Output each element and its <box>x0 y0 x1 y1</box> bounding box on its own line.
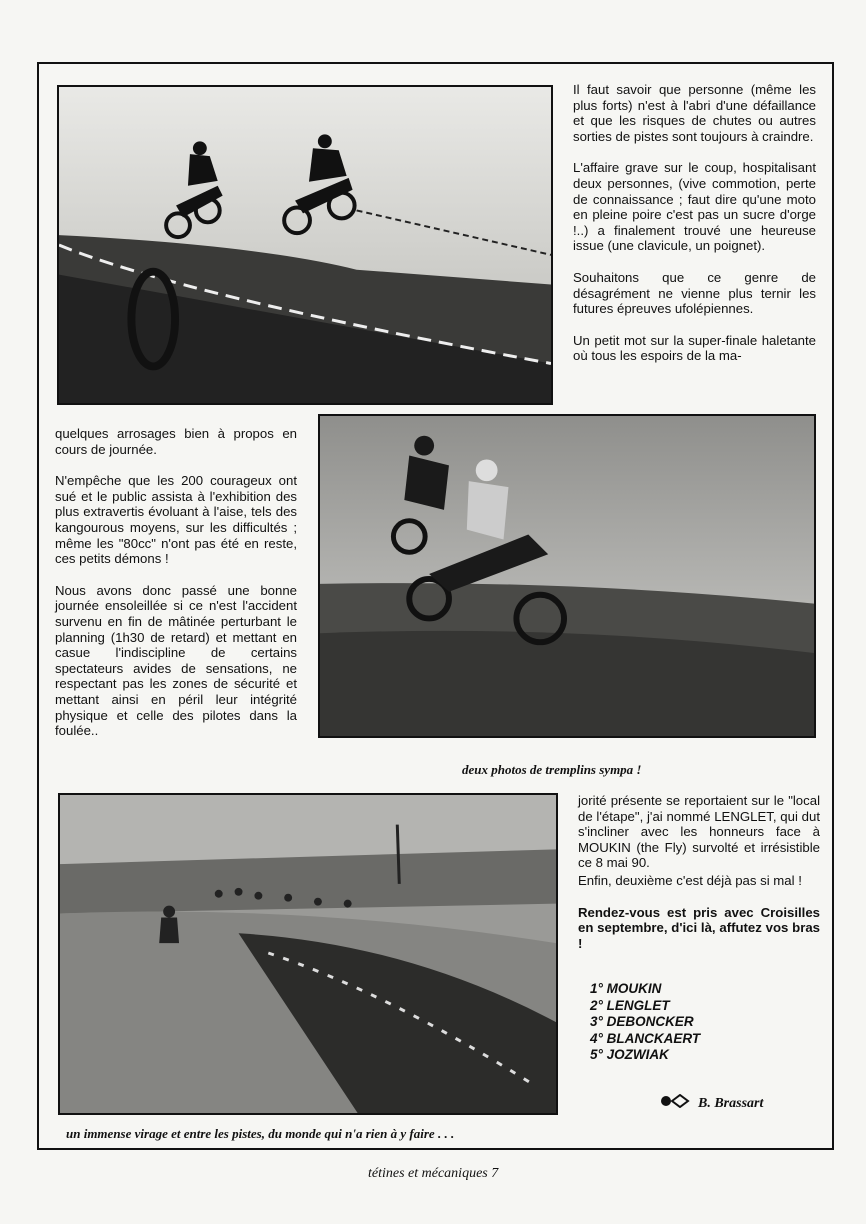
photo-caption-middle: deux photos de tremplins sympa ! <box>462 762 642 777</box>
rendezvous-paragraph: Rendez-vous est pris avec Croisilles en septembre, d'ici là, affutez vos bras ! <box>578 904 820 951</box>
article-column-right-bottom <box>578 793 820 967</box>
result-item: 5° JOZWIAK <box>590 1047 669 1062</box>
paragraph: L'affaire grave sur le coup, hospitalisant deux personnes, (vive commotion, perte de connaissance ; faut dire qu'une moto en pleine poire c'est pas un sucre d'orge !..) a finalement trouvé une heureuse issue (une clavicule, un poignet). <box>573 160 816 254</box>
signature-ornament-icon <box>660 1094 692 1108</box>
photo-track-crowd <box>58 793 558 1115</box>
paragraph: Souhaitons que ce genre de désagrément ne vienne plus ternir les futures épreuves ufolépiennes. <box>573 269 816 317</box>
paragraph: Enfin, deuxième c'est déjà pas si mal ! <box>578 872 802 888</box>
photo-jump-silhouette <box>57 85 553 405</box>
paragraph: N'empêche que les 200 courageux ont sué et le public assista à l'exhibition des plus extravertis évoluant à l'aise, tels des kangourous moyens, sur les difficultés ; même les "80cc" n'ont pas été en reste, ces petits démons ! <box>55 473 297 567</box>
article-column-left-middle <box>55 426 297 755</box>
paragraph: jorité présente se reportaient sur le "local de l'étape", j'ai nommé LENGLET, qui dut s'incliner avec les honneurs face à MOUKIN (the Fly) survolté et irrésistible ce 8 mai 90. <box>578 793 820 871</box>
results-list <box>590 981 700 1064</box>
result-item: 2° LENGLET <box>590 997 670 1013</box>
paragraph: Nous avons donc passé une bonne journée ensoleillée si ce n'est l'accident survenu en fin de mâtinée perturbant le planning (1h30 de retard) et mettant en casue l'indiscipline de certains spectateurs avides de sensations, ne respectant pas les zones de sécurité et mettant ainsi en péril leur intégrité physique et celle des pilotes dans la foulée.. <box>55 582 297 739</box>
article-column-right-top <box>573 82 816 380</box>
result-item: 4° BLANCKAERT <box>590 1030 701 1046</box>
photo-jump-rider <box>318 414 816 738</box>
paragraph: Un petit mot sur la super-finale haletante où tous les espoirs de la ma- <box>573 332 816 364</box>
result-item: 3° DEBONCKER <box>590 1014 694 1029</box>
page-footer: tétines et mécaniques 7 <box>368 1166 499 1181</box>
signature: B. Brassart <box>698 1096 764 1111</box>
paragraph: Il faut savoir que personne (même les plus forts) n'est à l'abri d'une défaillance et que les risques de chutes ou autres sorties de pistes sont toujours à craindre. <box>573 82 816 144</box>
result-item: 1° MOUKIN <box>590 981 662 996</box>
paragraph: quelques arrosages bien à propos en cours de journée. <box>55 426 297 457</box>
photo-caption-bottom: un immense virage et entre les pistes, du monde qui n'a rien à y faire . . . <box>66 1126 455 1141</box>
